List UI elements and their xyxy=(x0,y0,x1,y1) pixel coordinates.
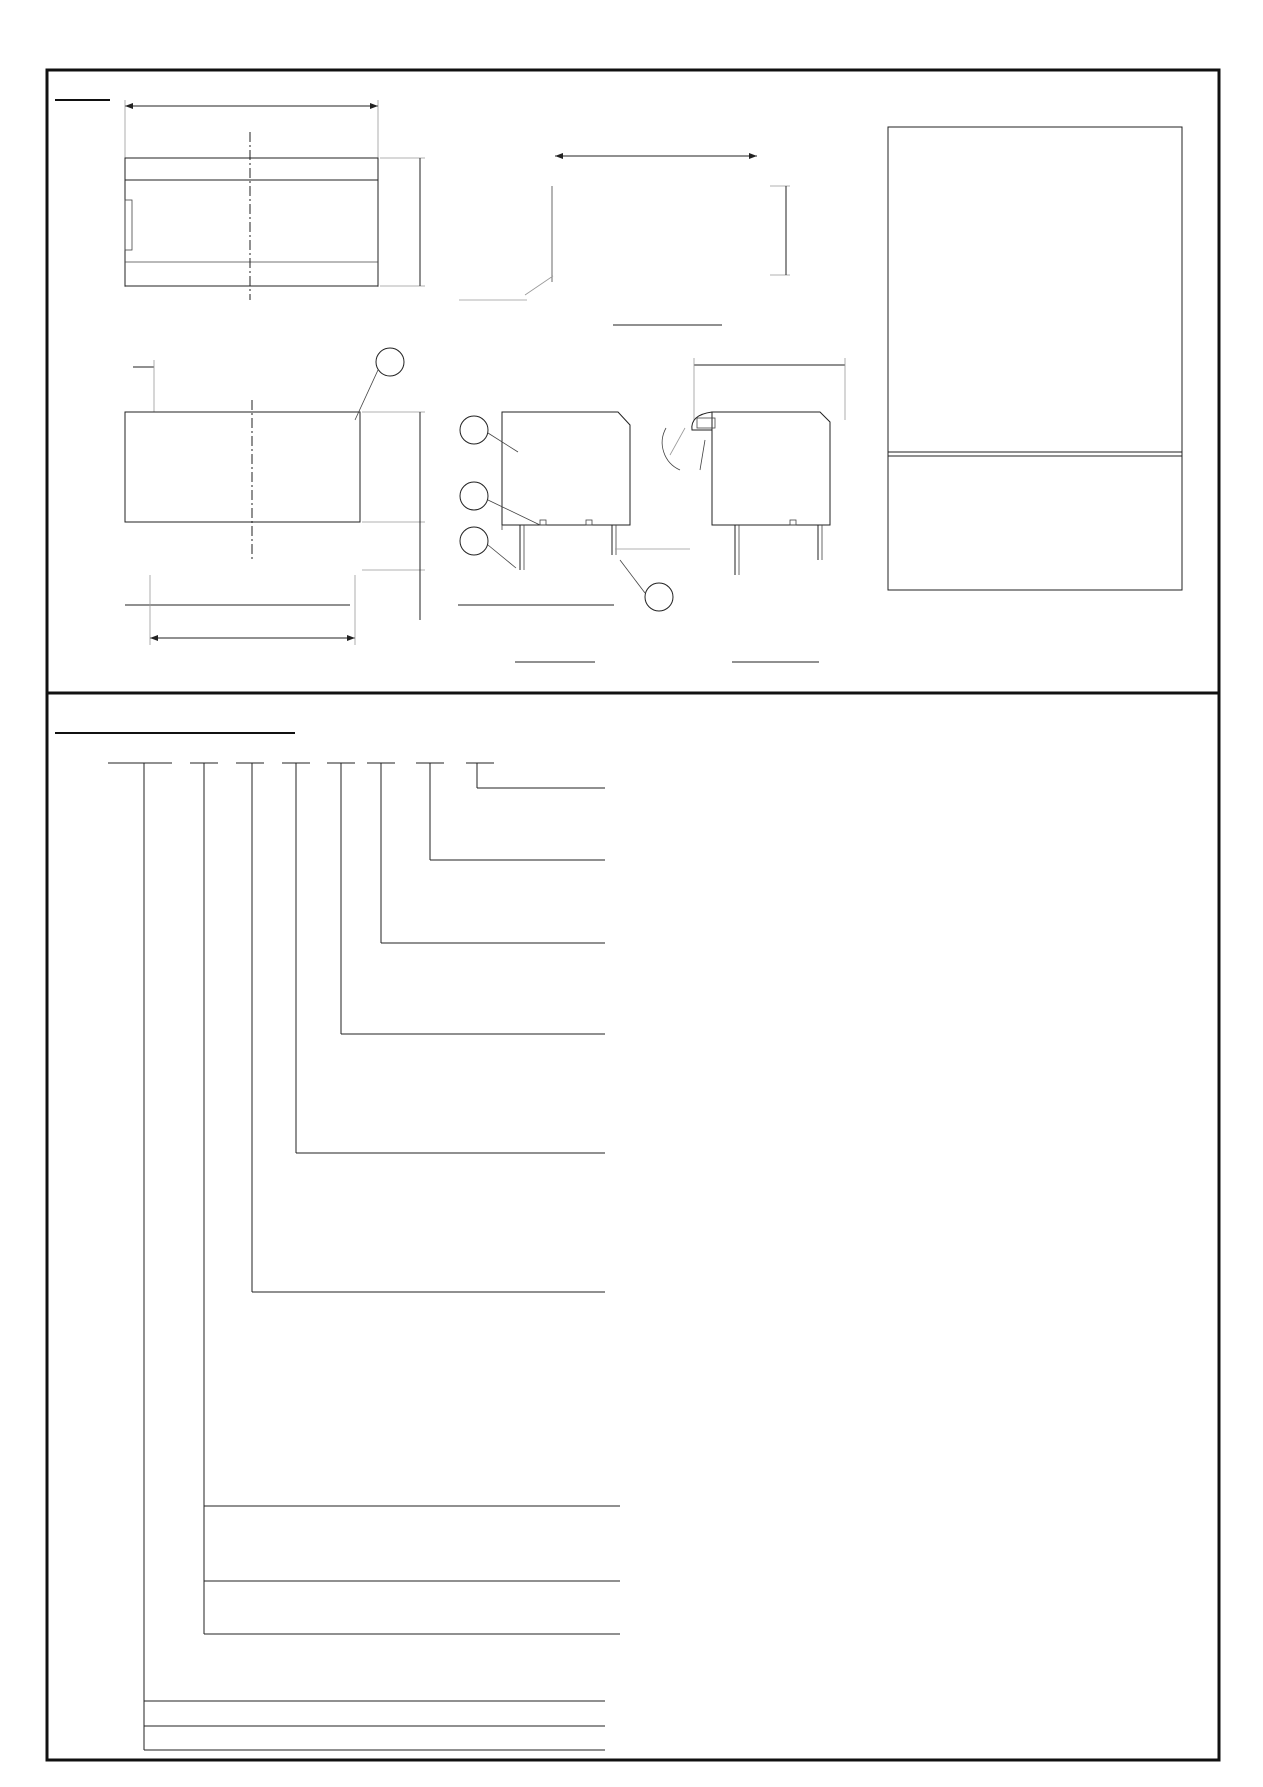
dpl-series-view xyxy=(662,358,845,662)
callout-3 xyxy=(460,527,488,555)
top-view xyxy=(0,0,425,300)
callout-5 xyxy=(460,482,488,510)
pcb-layout xyxy=(459,153,790,325)
spec-table xyxy=(888,127,1182,590)
callout-2 xyxy=(376,348,404,376)
ordering-tree xyxy=(108,763,620,1750)
front-view xyxy=(125,348,425,645)
callout-4 xyxy=(645,583,673,611)
dp-series-view xyxy=(458,412,690,662)
callout-1 xyxy=(460,416,488,444)
